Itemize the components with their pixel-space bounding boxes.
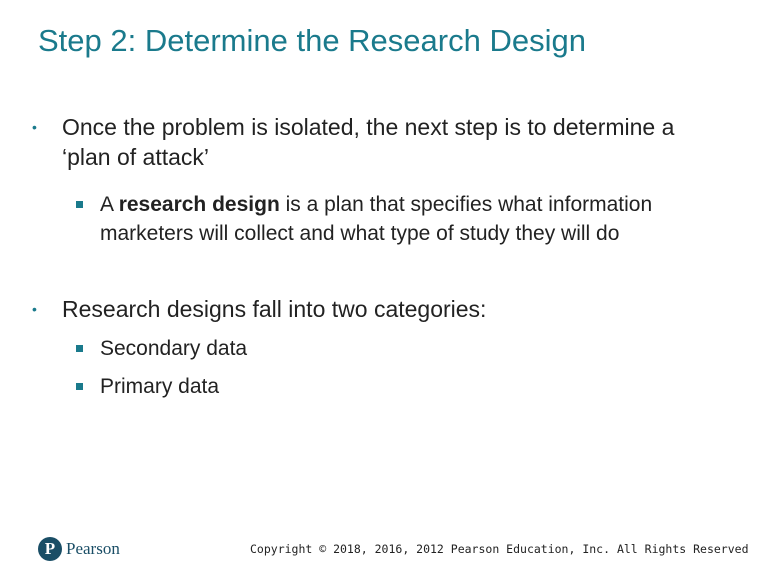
- copyright-notice: Copyright © 2018, 2016, 2012 Pearson Education, Inc. All Rights Reserved: [250, 542, 749, 556]
- bullet-1-text: Once the problem is isolated, the next step is to determine a ‘plan of attack’: [62, 114, 675, 170]
- bullet-dot-icon: •: [32, 301, 37, 317]
- square-bullet-icon: [76, 201, 83, 208]
- sub-bullet-research-design: [100, 190, 710, 248]
- bullet-2-text: Research designs fall into two categories:: [62, 296, 487, 322]
- pearson-logo: [38, 537, 120, 561]
- sub-bullet-secondary-data: [100, 334, 710, 363]
- pearson-logo-icon: P: [38, 537, 62, 561]
- bullet-dot-icon: •: [32, 119, 37, 135]
- sub-bullet-suffix: is a plan that specifies what information marketers will collect and what type of study they will do: [100, 193, 653, 245]
- sub-bullet-prefix: A: [100, 193, 119, 216]
- square-bullet-icon: [76, 345, 83, 352]
- slide-title: Step 2: Determine the Research Design: [38, 23, 586, 58]
- sub-bullet-text: Secondary data: [100, 337, 248, 360]
- sub-bullet-primary-data: [100, 372, 710, 401]
- sub-bullet-bold-term: research design: [118, 193, 280, 216]
- square-bullet-icon: [76, 383, 83, 390]
- sub-bullet-text: Primary data: [100, 375, 220, 398]
- bullet-1: [32, 112, 712, 172]
- bullet-2: [32, 294, 712, 324]
- pearson-logo-text: Pearson: [66, 539, 120, 558]
